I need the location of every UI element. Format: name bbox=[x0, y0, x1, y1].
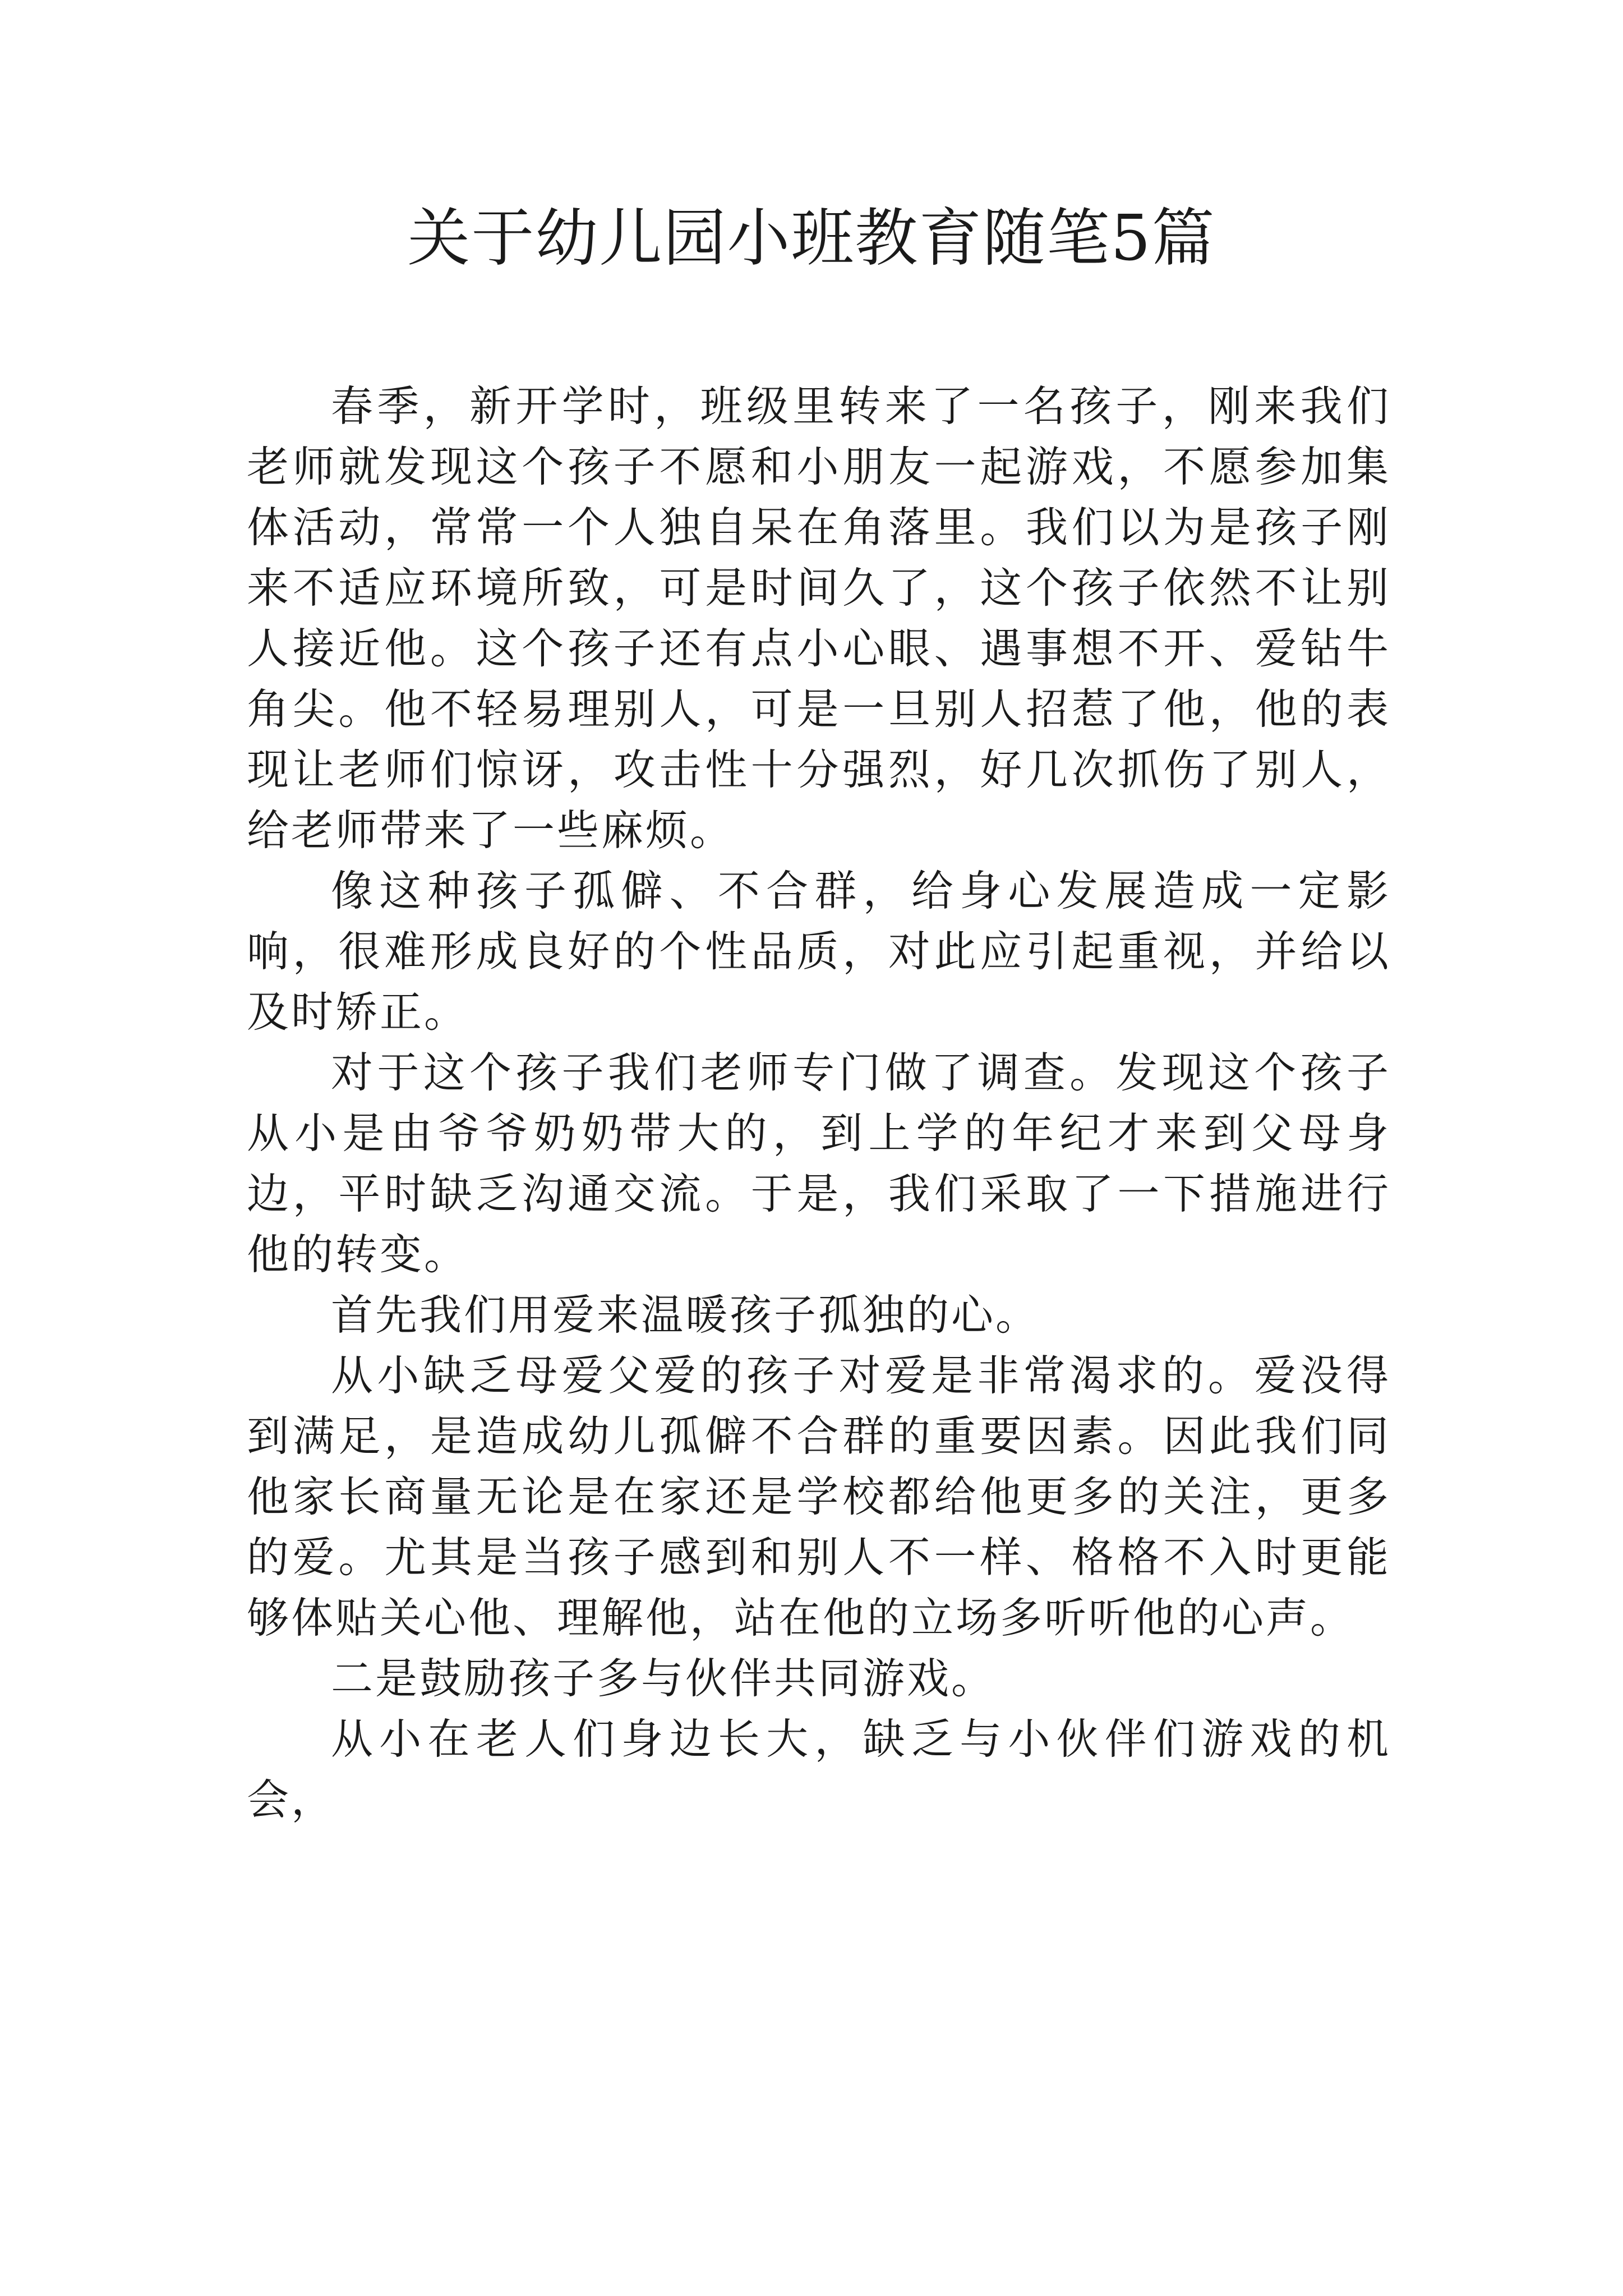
paragraph-1: 春季，新开学时，班级里转来了一名孩子，刚来我们老师就发现这个孩子不愿和小朋友一起游戏，不愿参加集体活动，常常一个人独自呆在角落里。我们以为是孩子刚来不适应环境所致，可是时间久了，这个孩子依然不让别人接近他。这个孩子还有点小心眼、遇事想不开、爱钻牛角尖。他不轻易理别人，可是一旦别人招惹了他，他的表现让老师们惊讶，攻击性十分强烈，好几次抓伤了别人，给老师带来了一些麻烦。 bbox=[247, 381, 1391, 855]
paragraph-6: 二是鼓励孩子多与伙伴共同游戏。 bbox=[331, 1654, 996, 1703]
document-title: 关于幼儿园小班教育随笔5篇 bbox=[407, 202, 1216, 275]
paragraph-3: 对于这个孩子我们老师专门做了调查。发现这个孩子从小是由爷爷奶奶带大的，到上学的年纪才来到父母身边，平时缺乏沟通交流。于是，我们采取了一下措施进行他的转变。 bbox=[247, 1048, 1391, 1279]
paragraph-4: 首先我们用爱来温暖孩子孤独的心。 bbox=[331, 1290, 1040, 1340]
paragraph-2: 像这种孩子孤僻、不合群，给身心发展造成一定影响，很难形成良好的个性品质，对此应引起重视，并给以及时矫正。 bbox=[247, 866, 1391, 1037]
paragraph-7: 从小在老人们身边长大，缺乏与小伙伴们游戏的机会， bbox=[247, 1714, 1391, 1824]
paragraph-5: 从小缺乏母爱父爱的孩子对爱是非常渴求的。爱没得到满足，是造成幼儿孤僻不合群的重要因素。因此我们同他家长商量无论是在家还是学校都给他更多的关注，更多的爱。尤其是当孩子感到和别人不一样、格格不入时更能够体贴关心他、理解他，站在他的立场多听听他的心声。 bbox=[247, 1351, 1391, 1642]
document-body bbox=[247, 376, 1391, 1830]
